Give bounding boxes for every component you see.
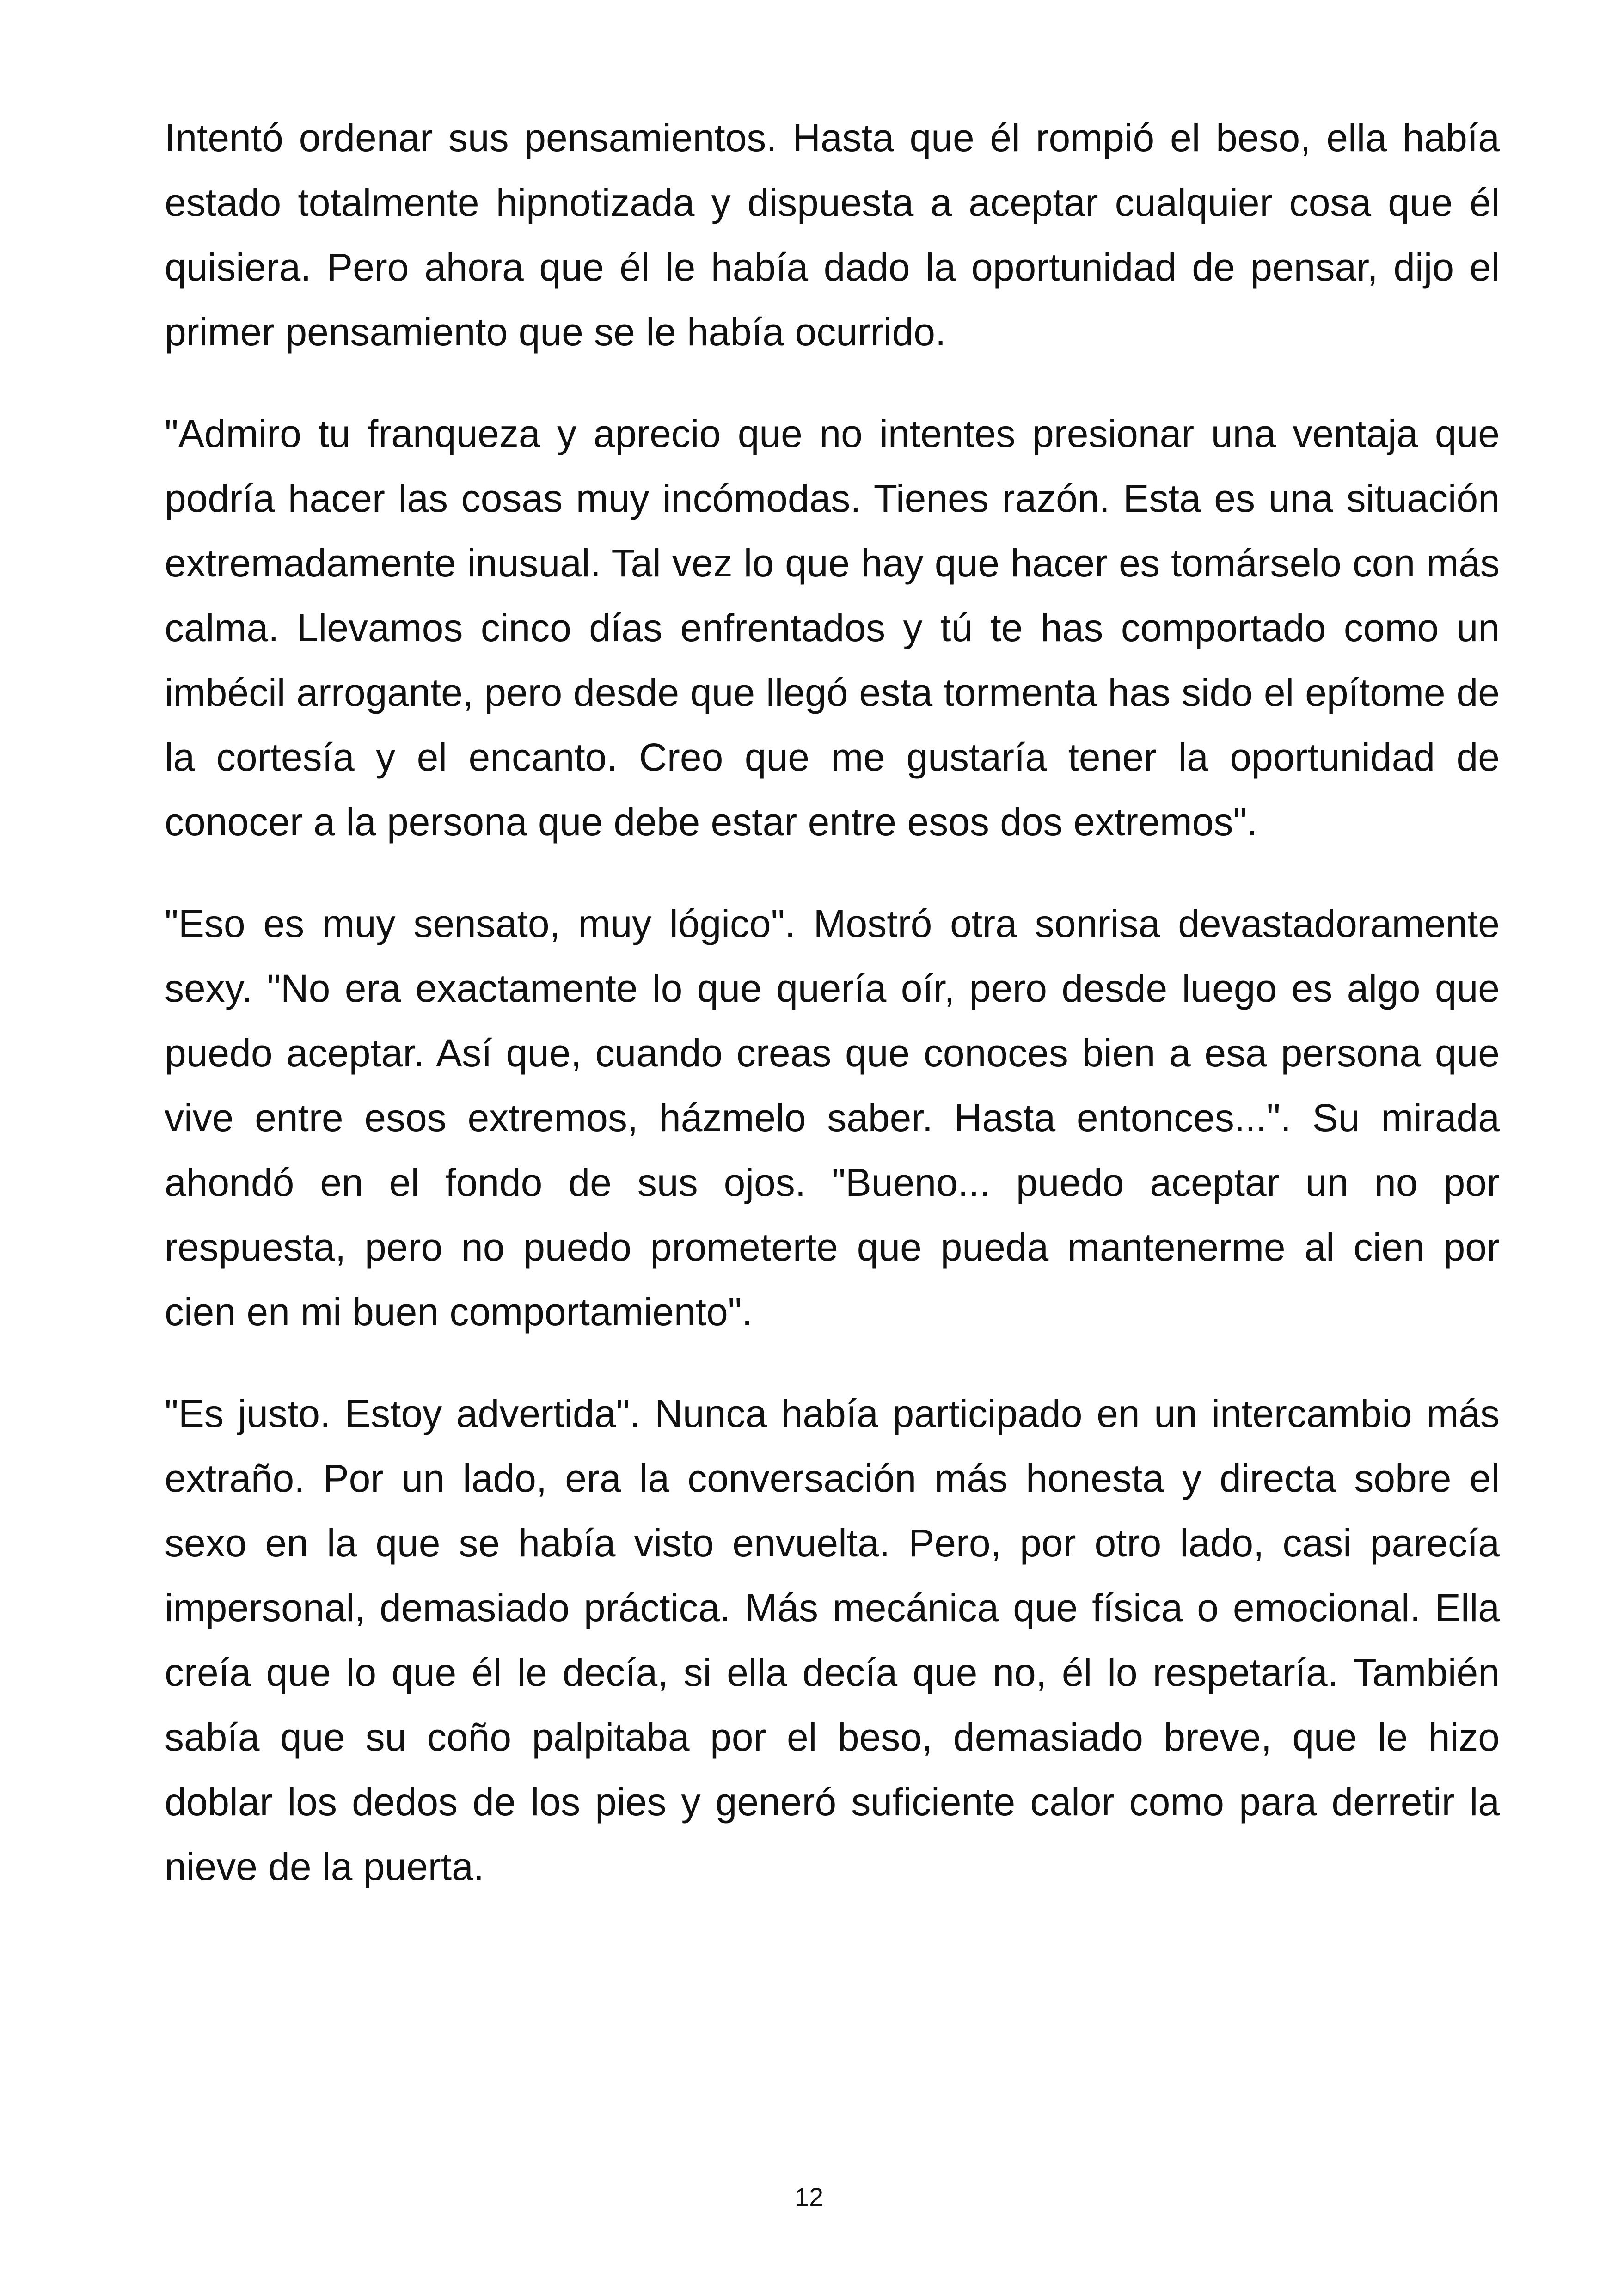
body-text <box>165 105 1500 1936</box>
paragraph-3: "Eso es muy sensato, muy lógico". Mostró otra sonrisa devastadoramente sexy. "No era exactamente lo que quería oír, pero desde luego es algo que puedo aceptar. Así que, cuando creas que conoces bien a esa persona que vive entre esos extremos, házmelo saber. Hasta entonces...". Su mirada ahondó en el fondo de sus ojos. "Bueno... puedo aceptar un no por respuesta, pero no puedo prometerte que pueda mantenerme al cien por cien en mi buen comportamiento". <box>165 902 1500 1334</box>
paragraph-1: Intentó ordenar sus pensamientos. Hasta que él rompió el beso, ella había estado totalmente hipnotizada y dispuesta a aceptar cualquier cosa que él quisiera. Pero ahora que él le había dado la oportunidad de pensar, dijo el primer pensamiento que se le había ocurrido. <box>165 116 1500 354</box>
page-number: 12 <box>794 2182 824 2211</box>
paragraph-2: "Admiro tu franqueza y aprecio que no intentes presionar una ventaja que podría hacer las cosas muy incómodas. Tienes razón. Esta es una situación extremadamente inusual. Tal vez lo que hay que hacer es tomárselo con más calma. Llevamos cinco días enfrentados y tú te has comportado como un imbécil arrogante, pero desde que llegó esta tormenta has sido el epítome de la cortesía y el encanto. Creo que me gustaría tener la oportunidad de conocer a la persona que debe estar entre esos dos extremos". <box>165 412 1500 844</box>
paragraph-4: "Es justo. Estoy advertida". Nunca había participado en un intercambio más extraño. Por un lado, era la conversación más honesta y directa sobre el sexo en la que se había visto envuelta. Pero, por otro lado, casi parecía impersonal, demasiado práctica. Más mecánica que física o emocional. Ella creía que lo que él le decía, si ella decía que no, él lo respetaría. También sabía que su coño palpitaba por el beso, demasiado breve, que le hizo doblar los dedos de los pies y generó suficiente calor como para derretir la nieve de la puerta. <box>165 1392 1500 1888</box>
